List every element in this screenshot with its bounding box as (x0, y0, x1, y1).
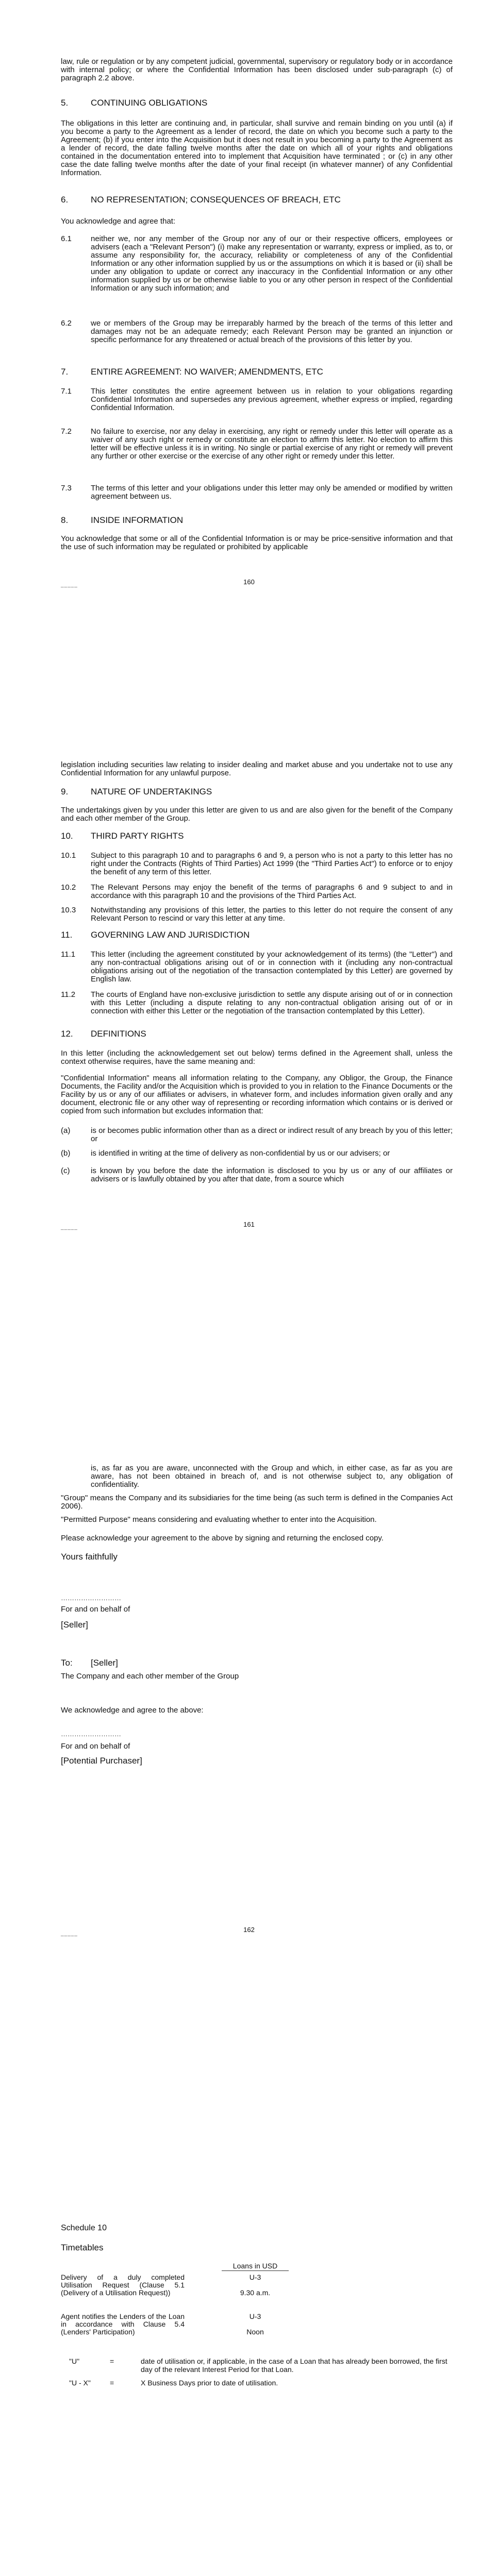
heading-definitions: 12. DEFINITIONS (61, 1029, 146, 1039)
row-time: Noon (246, 2328, 264, 2336)
paragraph-acknowledge: You acknowledge and agree that: (61, 217, 176, 226)
paragraph-confidential-information: "Confidential Information" means all information relating to the Company, any Obligor, the Group, the Finance Documents, the Facility and/or the Acquisition which is provided to you in relation to the Finance Documents or the Facility by us or any of our affiliates or advisers, in whatever form, and includes information given orally and any document, electronic file or any other way of representing or recording information which contains or is derived or copied from such information but excludes information that: (61, 1074, 453, 1115)
signature-line: ……………………… (61, 1730, 121, 1738)
page-footer: _____ (61, 1225, 78, 1230)
paragraph-continued: is, as far as you are aware, unconnected with the Group and which, in either case, as far as you are aware, has not been obtained in breach of, and is not otherwise subject to, any obligation of confidentiality. (91, 1464, 453, 1489)
heading-inside-information: 8. INSIDE INFORMATION (61, 515, 184, 525)
paragraph-undertakings: The undertakings given by you under this letter are given to us and are also given for the benefit of the Company and each other member of the Group. (61, 806, 453, 823)
column-header: Loans in USD (222, 2262, 289, 2271)
paragraph-definitions-lead: In this letter (including the acknowledgement set out below) terms defined in the Agreement shall, unless the context otherwise requires, have the same meaning and: (61, 1049, 453, 1066)
clause-10-2: 10.2 The Relevant Persons may enjoy the benefit of the terms of paragraphs 6 and 9 subject to and in accordance with this paragraph 10 and the provisions of the Third Parties Act. (61, 883, 453, 900)
page-footer: _____ (61, 582, 78, 588)
heading-third-party-rights: 10. THIRD PARTY RIGHTS (61, 831, 184, 841)
paragraph-inside-information: You acknowledge that some or all of the Confidential Information is or may be price-sensitive information and that the use of such information may be regulated or prohibited by applicable (61, 534, 453, 551)
clause-b: (b) is identified in writing at the time of delivery as non-confidential by us or our advisers; or (61, 1149, 390, 1158)
clause-11-1: 11.1 This letter (including the agreement constituted by your acknowledgement of its terms) (the "Letter") and any non-contractual obligations arising out of or in connection with it (including any non-contractual obligations arising out of the negotiation of the transaction contemplated by this Letter) are governed by English law. (61, 950, 453, 984)
row-value: U-3 (249, 2273, 261, 2281)
definition-u: "U" = date of utilisation or, if applicable, in the case of a Loan that has already been borrowed, the first day of the relevant Interest Period for that Loan. (69, 2357, 447, 2374)
we-acknowledge: We acknowledge and agree to the above: (61, 1706, 204, 1715)
clause-6-2: 6.2 we or members of the Group may be irreparably harmed by the breach of the terms of this letter and damages may not be an adequate remedy; each Relevant Person may be granted an injunction or specific performance for any threatened or actual breach of the provisions of this letter by you. (61, 319, 453, 344)
page-160 (0, 0, 498, 703)
definition-group: "Group" means the Company and its subsidiaries for the time being (as such term is defined in the Companies Act 2006). (61, 1494, 453, 1511)
row-label: Agent notifies the Lenders of the Loan in accordance with Clause 5.4 (Lenders' Participation) (61, 2312, 185, 2336)
page-161 (0, 703, 498, 1406)
page-number: 161 (243, 1221, 255, 1228)
heading-continuing-obligations: 5. CONTINUING OBLIGATIONS (61, 98, 208, 108)
row-label: Delivery of a duly completed Utilisation Request (Clause 5.1 (Delivery of a Utilisation Request)) (61, 2273, 185, 2297)
timetables-title: Timetables (61, 2243, 104, 2252)
potential-purchaser-name: [Potential Purchaser] (61, 1756, 142, 1766)
clause-6-1: 6.1 neither we, nor any member of the Group nor any of our or their respective officers, employees or advisers (each a "Relevant Person") (i) make any representation or warranty, express or implied, as to, or assume any responsibility for, the accuracy, reliability or completeness of any of the Confidential Information or any other information supplied by us or the assumptions on which it is based or (ii) shall be under any obligation to update or correct any inaccuracy in the Confidential Information or any other information supplied by us or be otherwise liable to you or any other person in respect of the Confidential Information or any such information; and (61, 234, 453, 293)
seller-name: [Seller] (61, 1620, 88, 1630)
page-footer: _____ (61, 1931, 78, 1937)
clause-7-1: 7.1 This letter constitutes the entire agreement between us in relation to your obligations regarding Confidential Information and supersedes any previous agreement, whether express or implied, regarding Confidential Information. (61, 387, 453, 412)
page-number: 162 (243, 1926, 255, 1934)
yours-faithfully: Yours faithfully (61, 1552, 118, 1562)
company-line: The Company and each other member of the Group (61, 1672, 239, 1681)
schedule-title: Schedule 10 (61, 2224, 107, 2232)
clause-11-2: 11.2 The courts of England have non-exclusive jurisdiction to settle any dispute arising out of or in connection with this Letter (including a dispute relating to any non-contractual obligation arising out of or in connection with either this Letter or the negotiation of the transaction contemplated by this Letter). (61, 990, 453, 1015)
clause-7-2: 7.2 No failure to exercise, nor any delay in exercising, any right or remedy under this letter will operate as a waiver of any such right or remedy or constitute an election to affirm this letter. No election to affirm this letter will be effective unless it is in writing. No single or partial exercise of any right or remedy will prevent any further or other exercise or the exercise of any other right or remedy under this letter. (61, 427, 453, 461)
for-and-on-behalf-of: For and on behalf of (61, 1605, 130, 1614)
page-number: 160 (243, 578, 255, 586)
clause-a: (a) is or becomes public information other than as a direct or indirect result of any breach by you of this letter; or (61, 1126, 453, 1143)
row-value: U-3 (249, 2312, 261, 2320)
page-162 (0, 1406, 498, 2110)
paragraph-intro: legislation including securities law relating to insider dealing and market abuse and you undertake not to use any Confidential Information for any unlawful purpose. (61, 760, 453, 777)
clause-10-3: 10.3 Notwithstanding any provisions of this letter, the parties to this letter do not require the consent of any Relevant Person to rescind or vary this letter at any time. (61, 906, 453, 923)
clause-c: (c) is known by you before the date the information is disclosed to you by us or any of our affiliates or advisers or is lawfully obtained by you after that date, from a source which (61, 1166, 453, 1183)
to-line: To: [Seller] (61, 1658, 118, 1668)
definition-permitted-purpose: "Permitted Purpose" means considering and evaluating whether to enter into the Acquisition. (61, 1515, 377, 1524)
paragraph-please-acknowledge: Please acknowledge your agreement to the above by signing and returning the enclosed copy. (61, 1534, 384, 1543)
row-time: 9.30 a.m. (240, 2289, 271, 2297)
heading-entire-agreement: 7. ENTIRE AGREEMENT: NO WAIVER; AMENDMENTS, ETC (61, 367, 323, 377)
paragraph-continuing: The obligations in this letter are continuing and, in particular, shall survive and remain binding on you until (a) if you become a party to the Agreement as a lender of record, the date on which you become such a party to the Agreement; (b) if you enter into the Acquisition but it does not result in you becoming a party to the Agreement as a lender of record, the date falling twelve months after the date on which all of your rights and obligations contained in the documentation entered into to implement that Acquisition have terminated ; or (c) in any other case the date falling twelve months after the date of your final receipt (in whatever manner) of any Confidential Information. (61, 119, 453, 177)
page-163 (0, 2110, 498, 2576)
heading-nature-of-undertakings: 9. NATURE OF UNDERTAKINGS (61, 787, 212, 796)
definition-u-x: "U - X" = X Business Days prior to date of utilisation. (69, 2379, 278, 2387)
clause-7-3: 7.3 The terms of this letter and your obligations under this letter may only be amended or modified by written agreement between us. (61, 484, 453, 501)
clause-10-1: 10.1 Subject to this paragraph 10 and to paragraphs 6 and 9, a person who is not a party to this letter has no right under the Contracts (Rights of Third Parties) Act 1999 (the "Third Parties Act") to enforce or to enjoy the benefit of any term of this letter. (61, 851, 453, 876)
heading-governing-law: 11. GOVERNING LAW AND JURISDICTION (61, 930, 250, 940)
signature-line: ……………………… (61, 1594, 121, 1602)
heading-no-representation: 6. NO REPRESENTATION; CONSEQUENCES OF BREACH, ETC (61, 195, 341, 205)
paragraph-intro: law, rule or regulation or by any competent judicial, governmental, supervisory or regulatory body or in accordance with internal policy; or where the Confidential Information has been disclosed under sub-paragraph (c) of paragraph 2.2 above. (61, 57, 453, 82)
for-and-on-behalf-of: For and on behalf of (61, 1742, 130, 1751)
